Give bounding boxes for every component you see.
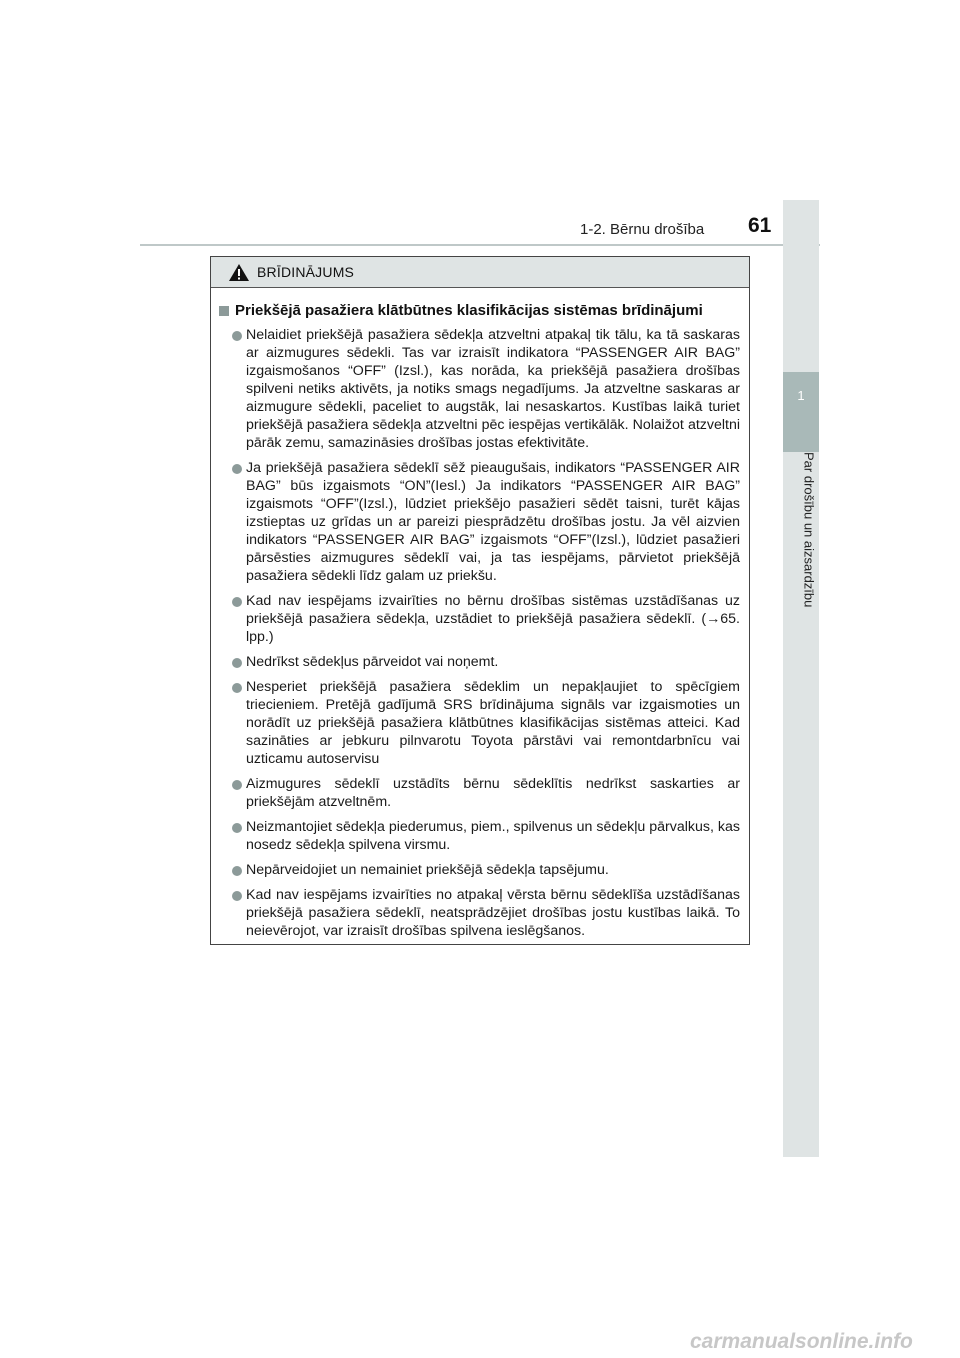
list-item [217,775,743,811]
list-item-text: Kad nav iespējams izvairīties no bērnu drošības sistēmas uzstādīšanas uz priekšējā pasažiera sēdekļa, uzstādiet to priekšējā pasažiera sēdeklī. (→65. lpp.) [246,593,740,645]
list-item [217,678,743,768]
page-number: 61 [748,214,772,237]
list-item-text: Aizmugures sēdeklī uzstādīts bērnu sēdeklītis nedrīkst saskarties ar priekšējām atzveltnēm. [246,776,740,810]
warning-subheading [217,301,743,321]
side-tab-active-marker [783,372,819,452]
list-item [217,861,743,879]
bullet-icon [232,658,242,668]
list-item [217,886,743,940]
list-item [217,326,743,452]
bullet-icon [232,866,242,876]
warning-subheading-text: Priekšējā pasažiera klātbūtnes klasifikācijas sistēmas brīdinājumi [235,302,703,319]
bullet-icon [232,780,242,790]
warning-list [217,326,743,940]
list-item-text: Nesperiet priekšējā pasažiera sēdeklim un nepakļaujiet to spēcīgiem triecieniem. Pretējā gadījumā SRS brīdinājuma signāls var izgaismoties un norādīt uz priekšējā pasažiera klātbūtnes klasifikācijas sistēmas atteici. Kad sazināties ar jebkuru pilnvarotu Toyota pārstāvi vai remontdarbnīcu vai uzticamu autoservisu [246,679,740,767]
list-item [217,592,743,646]
bullet-icon [232,823,242,833]
list-item [217,653,743,671]
side-tab-title: Par drošību un aizsardzību [801,452,817,608]
warning-title: BRĪDINĀJUMS [257,264,355,280]
list-item-text: Nelaidiet priekšējā pasažiera sēdekļa atzveltni atpakaļ tik tālu, ka tā saskaras ar aizmugures sēdekli. Tas var izraisīt indikatora “PASSENGER AIR BAG” izgaismošanos “OFF” (Izsl.), kas norāda, ka priekšējā pasažiera drošības spilveni netiks aktivēts, ja notiks smags negadījums. Ja atzveltne saskaras ar aizmugure sēdekli, paceliet to augstāk, lai nesaskartos. Kustības laikā turiet priekšējā pasažiera sēdekļa atzveltni pēc iespējas vertikālāk. Nolaižot atzveltni pārāk zemu, samazināsies drošības jostas efektivitāte. [246,327,740,451]
list-item-text: Nedrīkst sēdekļus pārveidot vai noņemt. [246,654,499,670]
list-item [217,818,743,854]
header-rule [140,244,820,246]
bullet-icon [232,331,242,341]
list-item-text: Neizmantojiet sēdekļa piederumus, piem., spilvenus un sēdekļu pārvalkus, kas nosedz sēdekļa spilvena virsmu. [246,819,740,853]
square-bullet-icon [219,306,229,316]
list-item-text: Nepārveidojiet un nemainiet priekšējā sēdekļa tapsējumu. [246,862,609,878]
warning-triangle-icon [228,263,250,282]
list-item [217,459,743,585]
list-item-text: Kad nav iespējams izvairīties no atpakaļ vērsta bērnu sēdeklīša uzstādīšanas priekšējā pasažiera sēdeklī, neatsprādzējiet drošības jostu kustības laikā. To neievērojot, var izraisīt drošības spilvena ieslēgšanos. [246,887,740,939]
warning-box [210,256,750,945]
bullet-icon [232,597,242,607]
warning-body [211,288,749,940]
warning-header [211,257,749,288]
watermark: carmanualsonline.info [690,1330,913,1353]
side-tab-number: 1 [797,388,805,403]
bullet-icon [232,464,242,474]
section-label: 1-2. Bērnu drošība [580,221,705,238]
side-tab [783,200,819,1157]
bullet-icon [232,683,242,693]
list-item-text: Ja priekšējā pasažiera sēdeklī sēž pieaugušais, indikators “PASSENGER AIR BAG” būs izgaismots “ON”(Iesl.) Ja indikators “PASSENGER AIR BAG” izgaismots “OFF”(Izsl.), lūdziet priekšējo pasažieri sēdēt taisni, turēt kājas izstieptas uz grīdas un ar pareizi piesprādzētu drošības jostu. Ja vēl aizvien indikators “PASSENGER AIR BAG” izgaismots “OFF”(Izsl.), lūdziet pasažieri pārsēsties aizmugures sēdeklī vai, ja tas iespējams, pārvietot priekšējā pasažiera sēdekli līdz galam uz priekšu. [246,460,740,584]
bullet-icon [232,891,242,901]
